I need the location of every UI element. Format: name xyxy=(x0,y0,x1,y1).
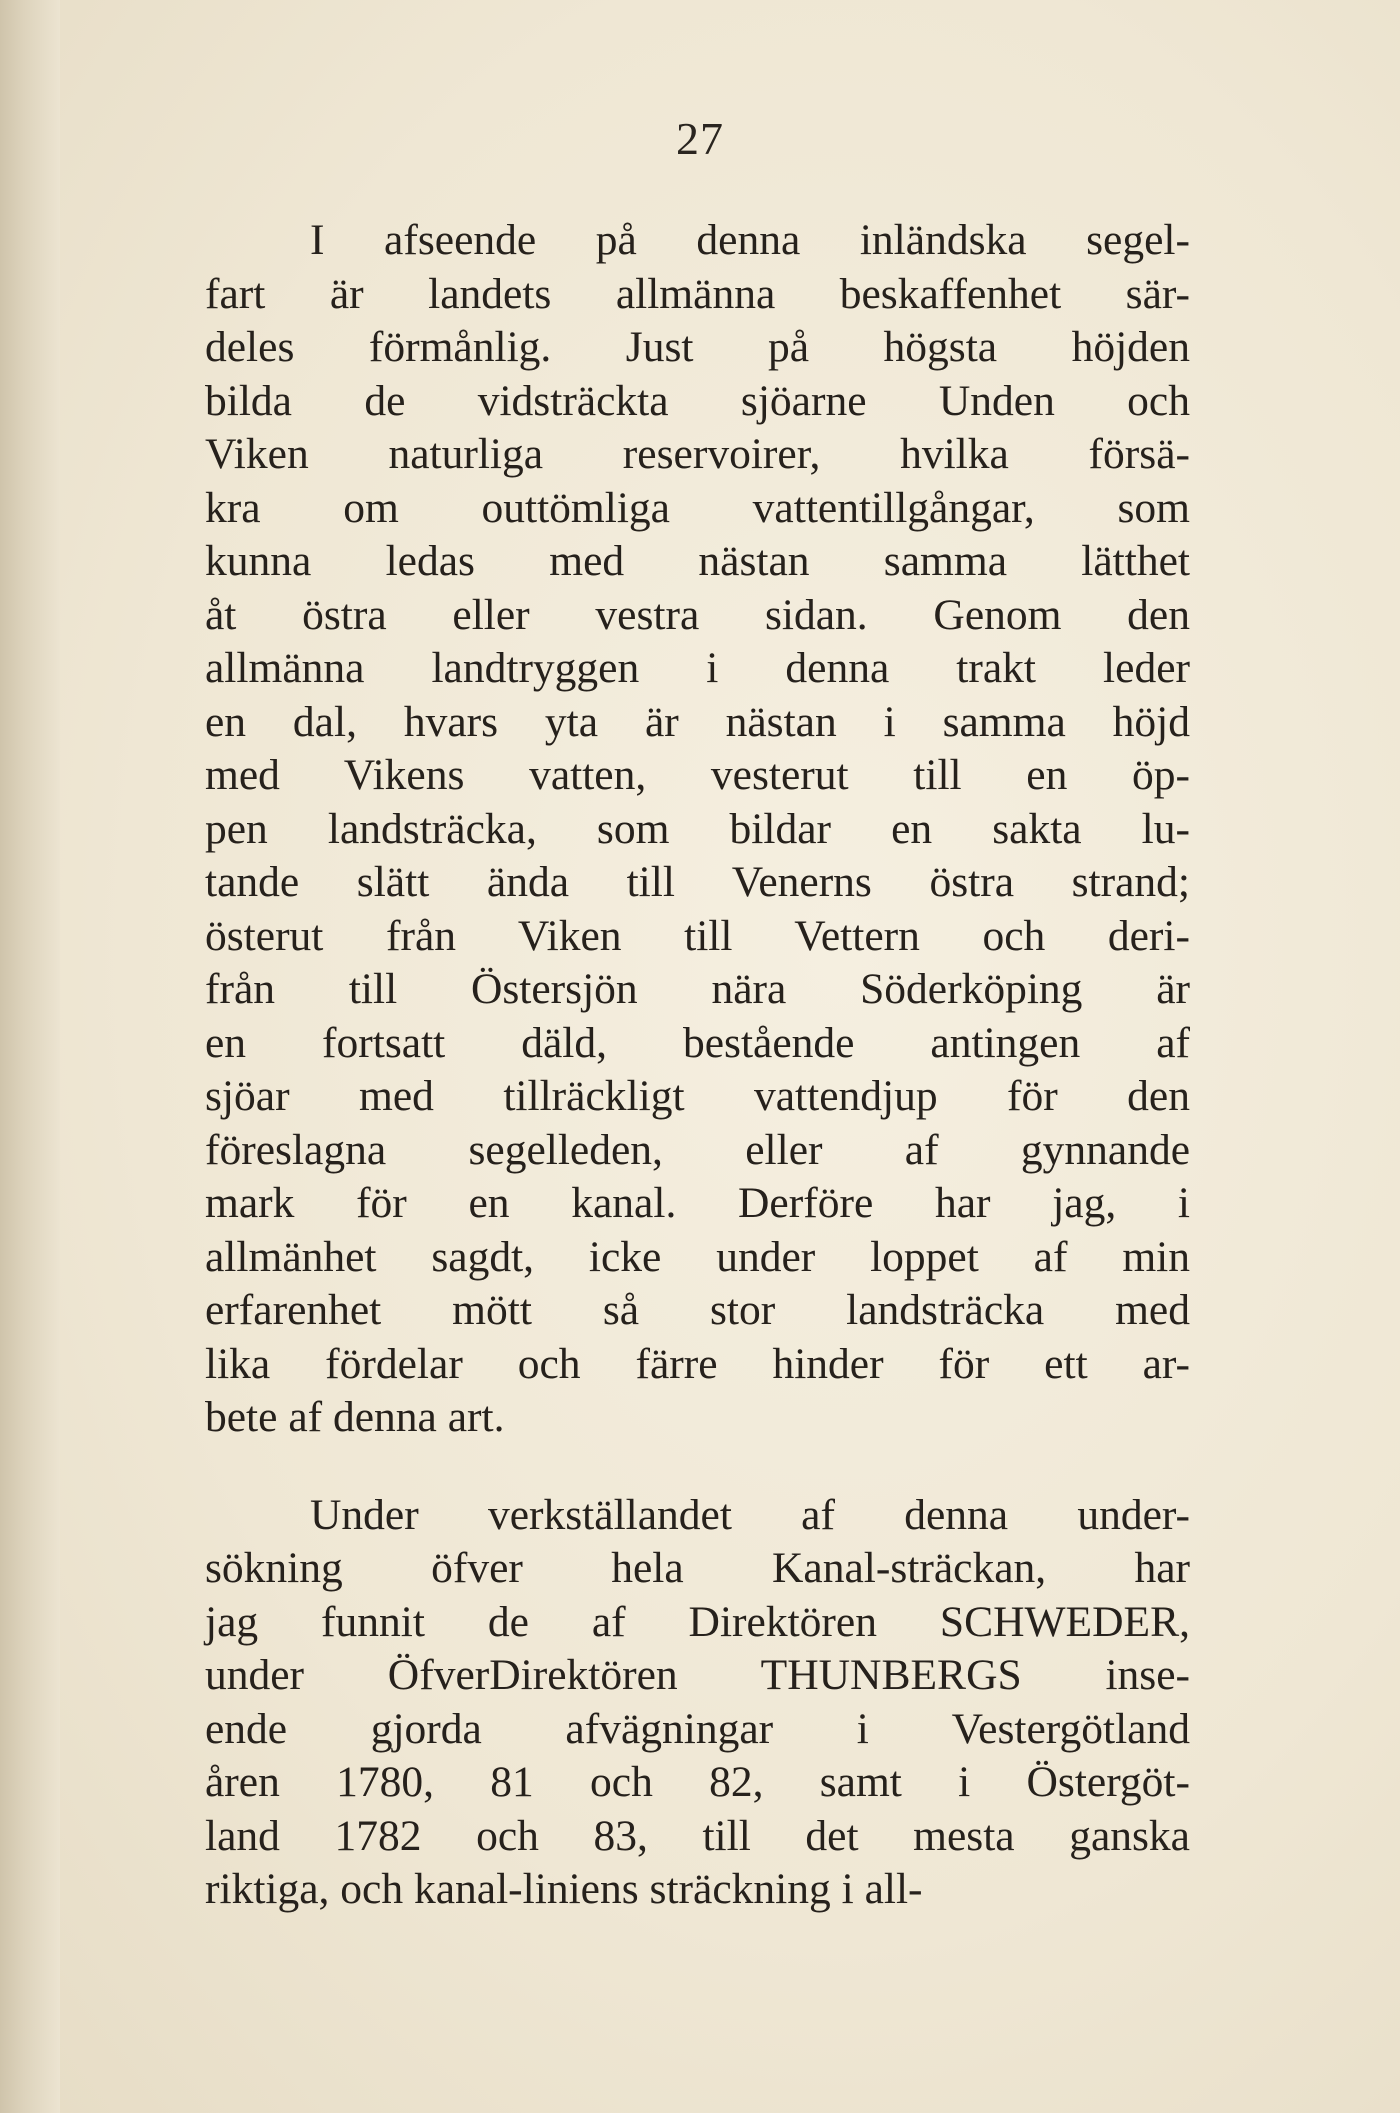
book-gutter-shadow xyxy=(0,0,60,2113)
text-line: allmänhet sagdt, icke under loppet af min xyxy=(205,1232,1190,1281)
text-line: Viken naturliga reservoirer, hvilka försä- xyxy=(205,430,1190,478)
text-line: kunna ledas med nästan samma lätthet xyxy=(205,537,1190,585)
text-line: allmänna landtryggen i denna trakt leder xyxy=(205,644,1190,692)
text-line: Under verkställandet af denna under- xyxy=(310,1490,1190,1539)
text-line: riktiga, och kanal-liniens sträckning i all- xyxy=(205,1865,923,1913)
text-line: österut från Viken till Vettern och deri- xyxy=(205,911,1190,960)
text-line: sökning öfver hela Kanal-sträckan, har xyxy=(205,1544,1190,1592)
text-line: med Vikens vatten, vesterut till en öp- xyxy=(205,751,1190,799)
text-line: mark för en kanal. Derföre har jag, i xyxy=(205,1179,1190,1227)
text-line: en dal, hvars yta är nästan i samma höjd xyxy=(205,697,1190,746)
text-line: fart är landets allmänna beskaffenhet sär- xyxy=(205,269,1190,318)
text-line: från till Östersjön nära Söderköping är xyxy=(205,965,1190,1013)
text-line: kra om outtömliga vattentillgångar, som xyxy=(205,483,1190,532)
paragraph-1 xyxy=(205,214,1190,1445)
text-line: ende gjorda afvägningar i Vestergötland xyxy=(205,1704,1190,1753)
text-line: sjöar med tillräckligt vattendjup för den xyxy=(205,1072,1190,1120)
text-line: åren 1780, 81 och 82, samt i Östergöt- xyxy=(205,1758,1190,1806)
text-line: erfarenhet mött så stor landsträcka med xyxy=(205,1286,1190,1334)
text-line: tande slätt ända till Venerns östra strand; xyxy=(205,858,1190,906)
text-line: land 1782 och 83, till det mesta ganska xyxy=(205,1811,1190,1860)
text-line: I afseende på denna inländska segel- xyxy=(310,216,1190,264)
page-number: 27 xyxy=(676,113,724,164)
text-line: åt östra eller vestra sidan. Genom den xyxy=(205,590,1190,639)
text-line: jag funnit de af Direktören SCHWEDER, xyxy=(205,1597,1190,1646)
text-line: bete af denna art. xyxy=(205,1393,505,1441)
body-text xyxy=(205,214,1190,1917)
paragraph-2 xyxy=(205,1489,1190,1917)
text-line: deles förmånlig. Just på högsta höjden xyxy=(205,323,1190,371)
text-line: under ÖfverDirektören THUNBERGS inse- xyxy=(205,1651,1190,1699)
text-line: bilda de vidsträckta sjöarne Unden och xyxy=(205,376,1190,425)
text-line: föreslagna segelleden, eller af gynnande xyxy=(205,1125,1190,1174)
text-line: lika fördelar och färre hinder för ett ar- xyxy=(205,1339,1190,1388)
text-line: en fortsatt däld, bestående antingen af xyxy=(205,1018,1190,1067)
text-line: pen landsträcka, som bildar en sakta lu- xyxy=(205,804,1190,853)
